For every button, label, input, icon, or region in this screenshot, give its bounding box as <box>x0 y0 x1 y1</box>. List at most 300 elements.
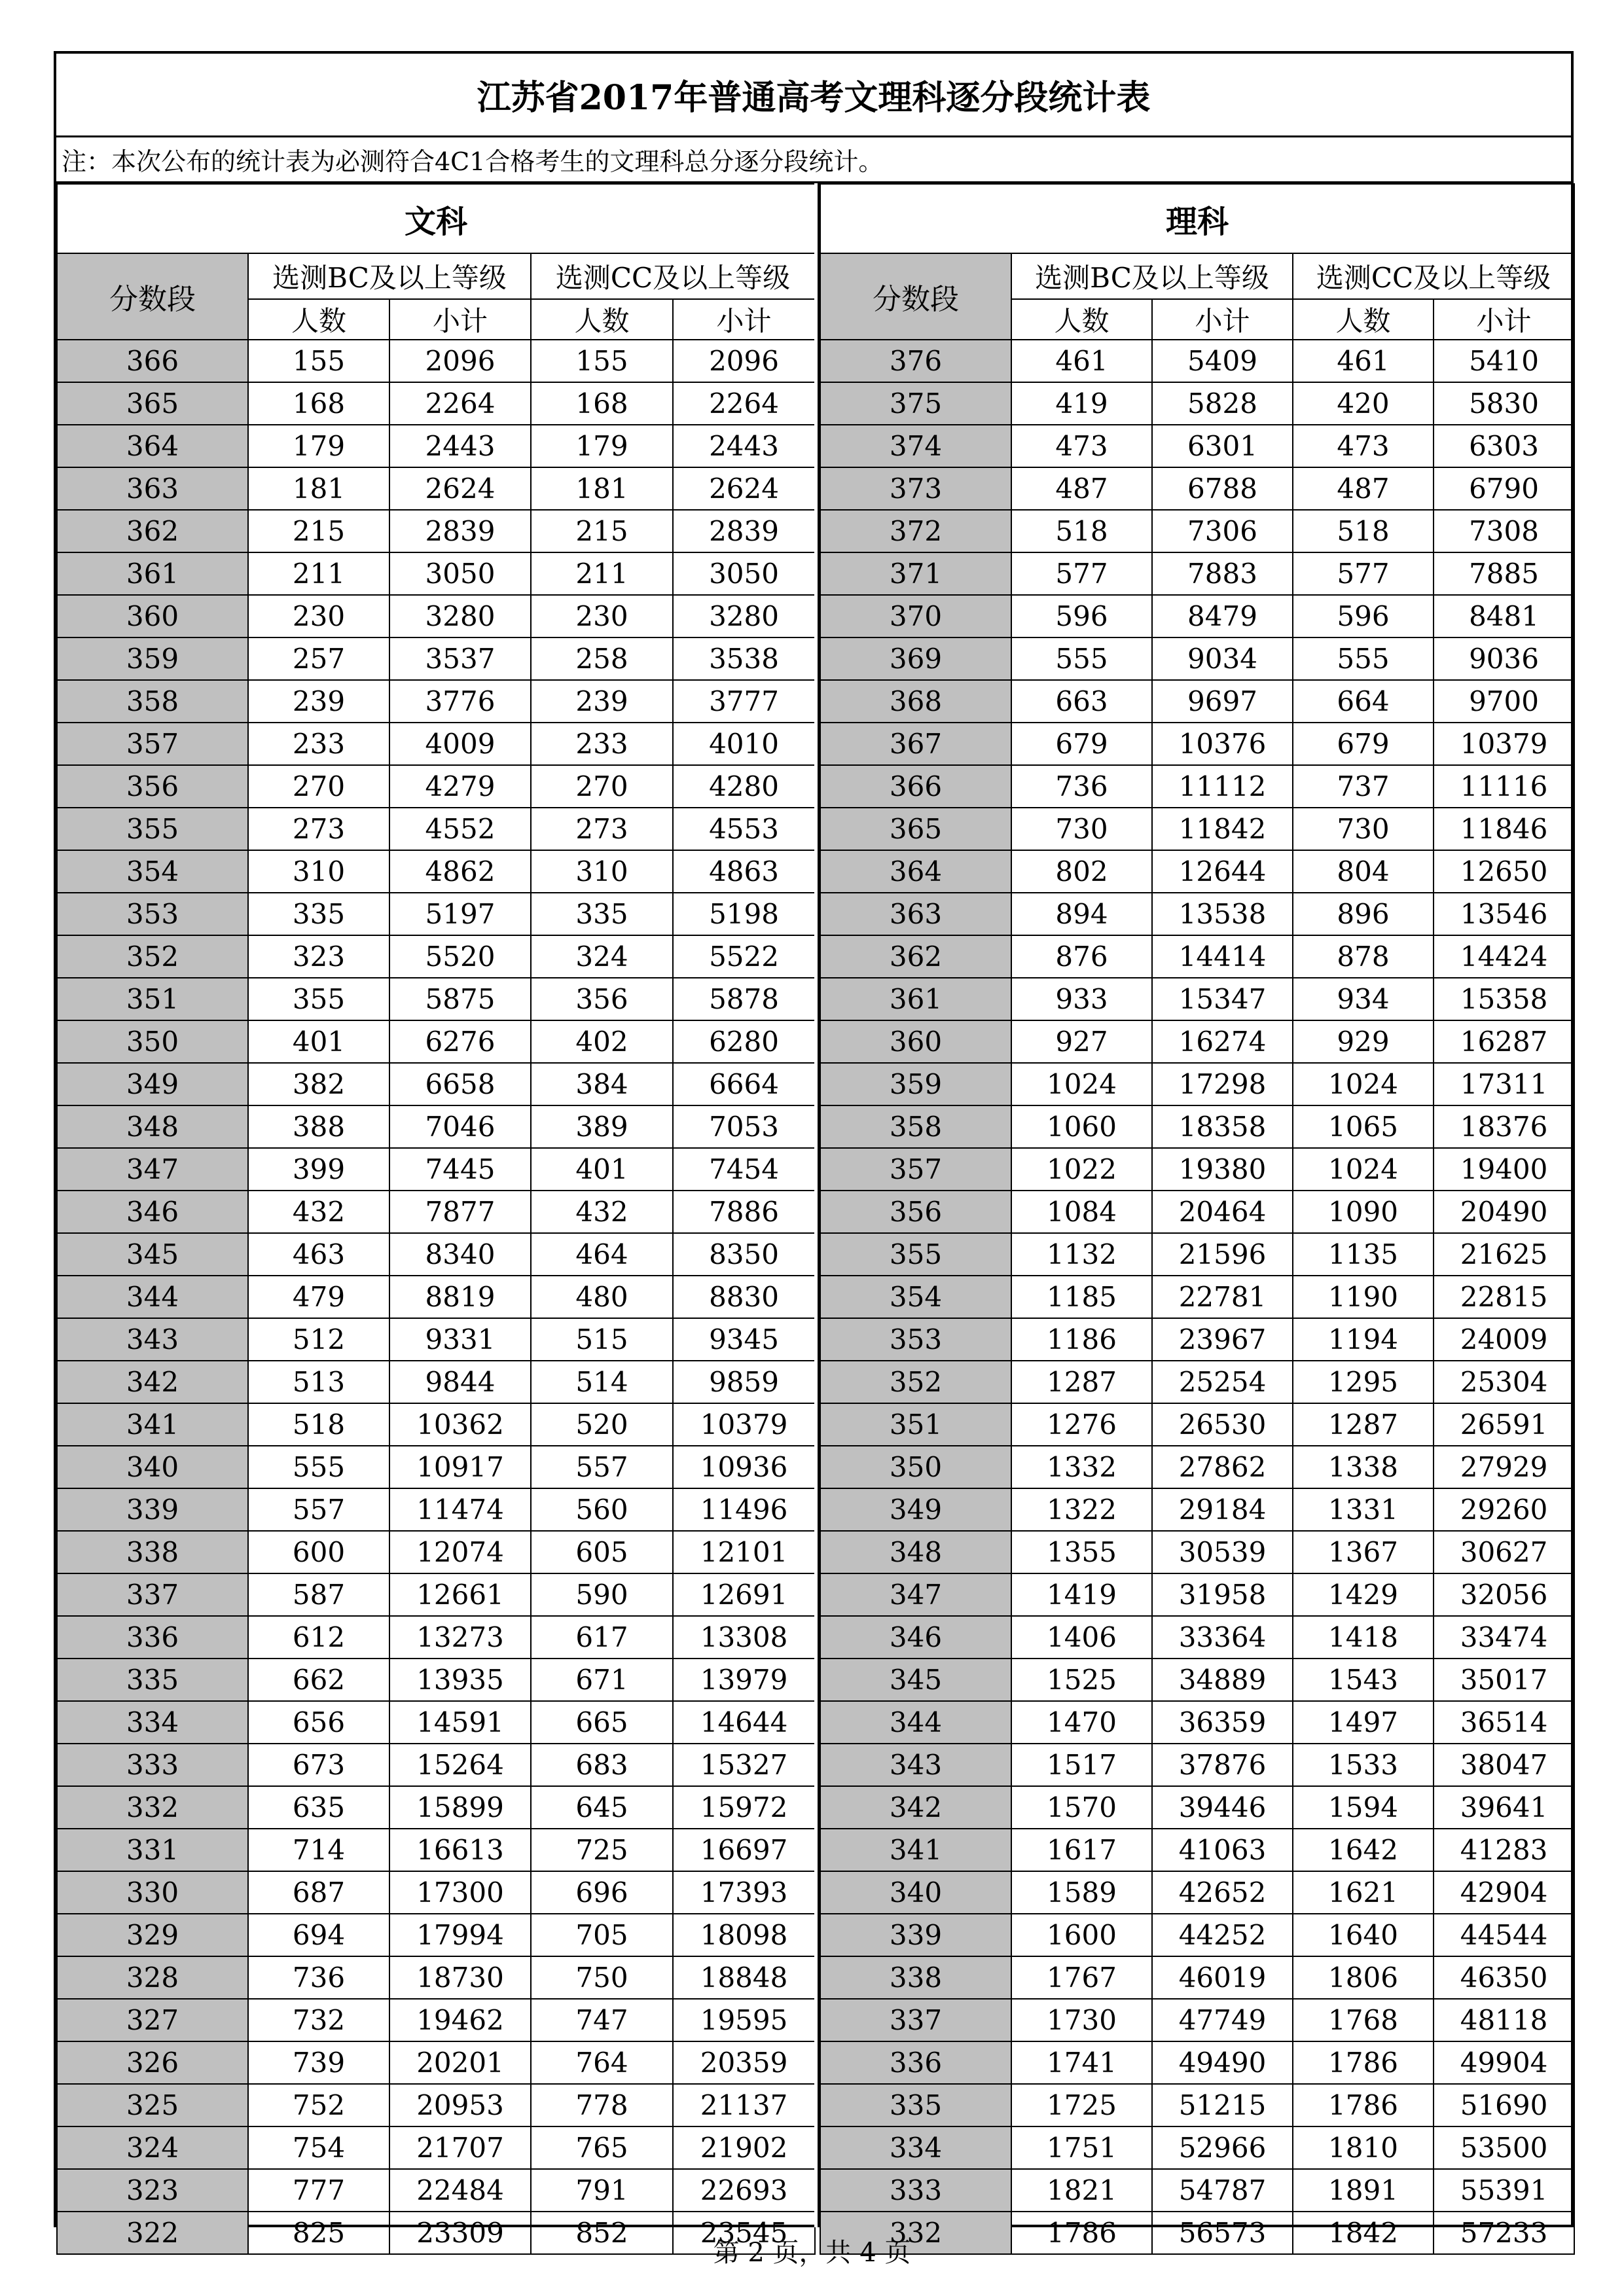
arts-g1-total-cell: 20953 <box>389 2084 531 2126</box>
arts-score-cell: 357 <box>57 723 248 765</box>
arts-g1-total-cell: 21707 <box>389 2126 531 2169</box>
science-g1-count-cell: 1084 <box>1011 1191 1152 1233</box>
science-row <box>820 2126 1574 2169</box>
arts-g1-total-cell: 10362 <box>389 1403 531 1446</box>
science-score-cell: 355 <box>820 1233 1011 1276</box>
science-g2-count-cell: 518 <box>1293 510 1434 552</box>
arts-g2-count-cell: 560 <box>531 1488 673 1531</box>
science-row <box>820 2084 1574 2126</box>
science-g2-count-cell: 1331 <box>1293 1488 1434 1531</box>
arts-row <box>57 1786 815 1829</box>
arts-g1-total-cell: 12661 <box>389 1573 531 1616</box>
science-score-cell: 340 <box>820 1871 1011 1914</box>
arts-g1-total-cell: 2839 <box>389 510 531 552</box>
arts-g2-total-cell: 9859 <box>673 1361 815 1403</box>
arts-g1-total-cell: 6276 <box>389 1020 531 1063</box>
arts-g1-count-cell: 273 <box>248 808 389 850</box>
science-score-header: 分数段 <box>820 253 1011 340</box>
arts-g2-total-cell: 5878 <box>673 978 815 1020</box>
arts-g1-total-cell: 17300 <box>389 1871 531 1914</box>
arts-group2-header: 选测CC及以上等级 <box>531 253 815 299</box>
science-row <box>820 1446 1574 1488</box>
science-group1-header: 选测BC及以上等级 <box>1011 253 1293 299</box>
science-g1-count-cell: 1725 <box>1011 2084 1152 2126</box>
science-score-cell: 345 <box>820 1659 1011 1701</box>
arts-g1-total-cell: 7877 <box>389 1191 531 1233</box>
arts-g1-total-cell: 12074 <box>389 1531 531 1573</box>
science-g1-count-cell: 577 <box>1011 552 1152 595</box>
science-g2-count-cell: 487 <box>1293 467 1434 510</box>
science-g1-count-cell: 679 <box>1011 723 1152 765</box>
arts-g1-total-cell: 7445 <box>389 1148 531 1191</box>
arts-table <box>56 183 816 2255</box>
arts-score-cell: 363 <box>57 467 248 510</box>
arts-g1-count-cell: 714 <box>248 1829 389 1871</box>
science-g2-total-cell: 16287 <box>1434 1020 1574 1063</box>
arts-g1-total-cell: 2096 <box>389 340 531 382</box>
arts-g1-total-cell: 4279 <box>389 765 531 808</box>
science-g2-total-cell: 57233 <box>1434 2212 1574 2254</box>
arts-g1-total-cell: 3537 <box>389 637 531 680</box>
arts-score-cell: 354 <box>57 850 248 893</box>
science-g1-count-cell: 1322 <box>1011 1488 1152 1531</box>
arts-g2-count-cell: 230 <box>531 595 673 637</box>
science-row <box>820 382 1574 425</box>
arts-g2-total-cell: 10379 <box>673 1403 815 1446</box>
science-g1-count-cell: 419 <box>1011 382 1152 425</box>
science-g2-count-cell: 878 <box>1293 935 1434 978</box>
arts-g1-total-cell: 22484 <box>389 2169 531 2212</box>
science-g1-count-cell: 518 <box>1011 510 1152 552</box>
science-g2-total-cell: 30627 <box>1434 1531 1574 1573</box>
science-score-cell: 366 <box>820 765 1011 808</box>
arts-g1-total-cell: 17994 <box>389 1914 531 1956</box>
science-g1-count-cell: 1517 <box>1011 1744 1152 1786</box>
arts-score-cell: 360 <box>57 595 248 637</box>
science-g1-count-cell: 736 <box>1011 765 1152 808</box>
science-row <box>820 340 1574 382</box>
science-row <box>820 1318 1574 1361</box>
arts-row <box>57 1446 815 1488</box>
arts-score-cell: 340 <box>57 1446 248 1488</box>
arts-score-cell: 323 <box>57 2169 248 2212</box>
science-row <box>820 893 1574 935</box>
science-g1-total-cell: 34889 <box>1152 1659 1293 1701</box>
science-g1-total-cell: 6788 <box>1152 467 1293 510</box>
science-g1-count-cell: 1022 <box>1011 1148 1152 1191</box>
arts-g1-count-cell: 694 <box>248 1914 389 1956</box>
science-row <box>820 723 1574 765</box>
arts-g1-total-cell: 9331 <box>389 1318 531 1361</box>
science-g2-total-cell: 24009 <box>1434 1318 1574 1361</box>
science-g2-count-cell: 461 <box>1293 340 1434 382</box>
arts-g1-count-cell: 825 <box>248 2212 389 2254</box>
arts-score-cell: 348 <box>57 1105 248 1148</box>
arts-table-body <box>57 340 815 2254</box>
arts-g2-count-cell: 389 <box>531 1105 673 1148</box>
science-g2-total-cell: 6303 <box>1434 425 1574 467</box>
arts-score-cell: 326 <box>57 2041 248 2084</box>
arts-g1-count-cell: 513 <box>248 1361 389 1403</box>
arts-g2-count-cell: 432 <box>531 1191 673 1233</box>
page-footer: 第 2 页，共 4 页 <box>713 2238 911 2268</box>
arts-row <box>57 552 815 595</box>
arts-score-cell: 342 <box>57 1361 248 1403</box>
science-score-cell: 341 <box>820 1829 1011 1871</box>
arts-g2-count-header: 人数 <box>531 299 673 340</box>
science-g2-total-cell: 5410 <box>1434 340 1574 382</box>
science-row <box>820 680 1574 723</box>
science-table-body <box>820 340 1574 2254</box>
arts-g2-total-cell: 21137 <box>673 2084 815 2126</box>
science-score-cell: 369 <box>820 637 1011 680</box>
science-g1-total-cell: 10376 <box>1152 723 1293 765</box>
arts-g2-total-cell: 8830 <box>673 1276 815 1318</box>
arts-g1-total-cell: 13935 <box>389 1659 531 1701</box>
arts-g1-total-cell: 3050 <box>389 552 531 595</box>
science-g1-count-cell: 1589 <box>1011 1871 1152 1914</box>
arts-g2-total-cell: 7053 <box>673 1105 815 1148</box>
science-g2-count-cell: 1842 <box>1293 2212 1434 2254</box>
arts-g1-total-cell: 5875 <box>389 978 531 1020</box>
arts-row <box>57 1105 815 1148</box>
science-g2-total-cell: 53500 <box>1434 2126 1574 2169</box>
arts-score-cell: 355 <box>57 808 248 850</box>
arts-g2-count-cell: 233 <box>531 723 673 765</box>
science-g2-total-cell: 7308 <box>1434 510 1574 552</box>
arts-g2-count-cell: 557 <box>531 1446 673 1488</box>
arts-g2-count-cell: 480 <box>531 1276 673 1318</box>
arts-row <box>57 1361 815 1403</box>
science-g2-total-cell: 36514 <box>1434 1701 1574 1744</box>
arts-row <box>57 1148 815 1191</box>
arts-g2-total-cell: 20359 <box>673 2041 815 2084</box>
science-g2-total-cell: 32056 <box>1434 1573 1574 1616</box>
arts-g1-total-cell: 23309 <box>389 2212 531 2254</box>
science-row <box>820 425 1574 467</box>
science-g1-total-cell: 12644 <box>1152 850 1293 893</box>
arts-g1-total-cell: 15899 <box>389 1786 531 1829</box>
arts-g2-count-cell: 402 <box>531 1020 673 1063</box>
arts-row <box>57 680 815 723</box>
science-g2-total-cell: 44544 <box>1434 1914 1574 1956</box>
science-g1-total-cell: 11112 <box>1152 765 1293 808</box>
science-score-cell: 360 <box>820 1020 1011 1063</box>
arts-row <box>57 850 815 893</box>
science-table <box>820 183 1575 2255</box>
arts-g1-total-cell: 5520 <box>389 935 531 978</box>
arts-g2-count-cell: 778 <box>531 2084 673 2126</box>
arts-g1-total-cell: 9844 <box>389 1361 531 1403</box>
arts-g1-count-cell: 270 <box>248 765 389 808</box>
arts-g2-total-cell: 5522 <box>673 935 815 978</box>
science-g1-total-cell: 37876 <box>1152 1744 1293 1786</box>
science-g2-count-cell: 420 <box>1293 382 1434 425</box>
arts-g2-total-cell: 21902 <box>673 2126 815 2169</box>
arts-g2-count-cell: 747 <box>531 1999 673 2041</box>
science-score-cell: 349 <box>820 1488 1011 1531</box>
arts-g1-count-cell: 323 <box>248 935 389 978</box>
arts-row <box>57 1701 815 1744</box>
science-g2-count-cell: 1295 <box>1293 1361 1434 1403</box>
arts-score-cell: 324 <box>57 2126 248 2169</box>
arts-g2-total-cell: 18098 <box>673 1914 815 1956</box>
arts-g2-count-cell: 168 <box>531 382 673 425</box>
arts-g1-count-cell: 479 <box>248 1276 389 1318</box>
science-g1-count-header: 人数 <box>1011 299 1152 340</box>
science-g1-total-cell: 30539 <box>1152 1531 1293 1573</box>
science-row <box>820 1659 1574 1701</box>
arts-g1-total-cell: 11474 <box>389 1488 531 1531</box>
science-g1-count-cell: 1355 <box>1011 1531 1152 1573</box>
science-g2-total-header: 小计 <box>1434 299 1574 340</box>
arts-g1-count-cell: 355 <box>248 978 389 1020</box>
arts-g2-count-cell: 401 <box>531 1148 673 1191</box>
science-g2-total-cell: 27929 <box>1434 1446 1574 1488</box>
science-g2-count-cell: 1594 <box>1293 1786 1434 1829</box>
arts-row <box>57 808 815 850</box>
science-g1-total-cell: 15347 <box>1152 978 1293 1020</box>
arts-g2-total-cell: 4280 <box>673 765 815 808</box>
science-g1-count-cell: 1730 <box>1011 1999 1152 2041</box>
science-g1-count-cell: 1406 <box>1011 1616 1152 1659</box>
arts-g1-count-cell: 335 <box>248 893 389 935</box>
science-g1-total-cell: 39446 <box>1152 1786 1293 1829</box>
science-g1-total-cell: 20464 <box>1152 1191 1293 1233</box>
science-g1-count-cell: 1332 <box>1011 1446 1152 1488</box>
arts-g2-total-cell: 6280 <box>673 1020 815 1063</box>
science-g2-count-cell: 1533 <box>1293 1744 1434 1786</box>
science-g2-count-cell: 1287 <box>1293 1403 1434 1446</box>
arts-row <box>57 467 815 510</box>
science-g2-count-cell: 804 <box>1293 850 1434 893</box>
arts-g1-count-cell: 600 <box>248 1531 389 1573</box>
science-g1-total-cell: 21596 <box>1152 1233 1293 1276</box>
arts-row <box>57 1871 815 1914</box>
arts-row <box>57 1403 815 1446</box>
science-g2-count-cell: 1024 <box>1293 1148 1434 1191</box>
arts-g2-total-cell: 7454 <box>673 1148 815 1191</box>
science-g1-total-cell: 44252 <box>1152 1914 1293 1956</box>
science-g2-count-cell: 1065 <box>1293 1105 1434 1148</box>
arts-g1-total-cell: 2443 <box>389 425 531 467</box>
science-g1-total-cell: 5409 <box>1152 340 1293 382</box>
science-score-cell: 352 <box>820 1361 1011 1403</box>
arts-g1-total-cell: 3280 <box>389 595 531 637</box>
science-score-cell: 375 <box>820 382 1011 425</box>
arts-g1-total-cell: 13273 <box>389 1616 531 1659</box>
arts-g1-total-cell: 5197 <box>389 893 531 935</box>
arts-row <box>57 1063 815 1105</box>
arts-g2-total-cell: 18848 <box>673 1956 815 1999</box>
science-score-cell: 335 <box>820 2084 1011 2126</box>
arts-row <box>57 637 815 680</box>
science-g2-total-cell: 19400 <box>1434 1148 1574 1191</box>
arts-g1-total-cell: 10917 <box>389 1446 531 1488</box>
arts-score-cell: 339 <box>57 1488 248 1531</box>
arts-row <box>57 1233 815 1276</box>
science-g1-total-cell: 56573 <box>1152 2212 1293 2254</box>
arts-g2-total-cell: 15327 <box>673 1744 815 1786</box>
arts-g1-total-cell: 2624 <box>389 467 531 510</box>
science-score-cell: 356 <box>820 1191 1011 1233</box>
arts-g1-total-cell: 15264 <box>389 1744 531 1786</box>
science-row <box>820 935 1574 978</box>
arts-g2-total-cell: 3777 <box>673 680 815 723</box>
arts-row <box>57 1914 815 1956</box>
science-g1-total-cell: 42652 <box>1152 1871 1293 1914</box>
science-g2-count-cell: 1786 <box>1293 2084 1434 2126</box>
arts-g1-count-cell: 215 <box>248 510 389 552</box>
arts-g1-count-cell: 179 <box>248 425 389 467</box>
science-row <box>820 510 1574 552</box>
science-g1-count-cell: 1185 <box>1011 1276 1152 1318</box>
science-score-cell: 342 <box>820 1786 1011 1829</box>
science-score-cell: 334 <box>820 2126 1011 2169</box>
arts-g2-total-cell: 19595 <box>673 1999 815 2041</box>
science-g2-count-cell: 1429 <box>1293 1573 1434 1616</box>
science-g2-total-cell: 10379 <box>1434 723 1574 765</box>
arts-g2-count-cell: 179 <box>531 425 673 467</box>
science-g2-count-cell: 896 <box>1293 893 1434 935</box>
science-score-cell: 346 <box>820 1616 1011 1659</box>
arts-score-cell: 359 <box>57 637 248 680</box>
science-row <box>820 1105 1574 1148</box>
science-g1-total-cell: 54787 <box>1152 2169 1293 2212</box>
science-g2-total-cell: 13546 <box>1434 893 1574 935</box>
arts-panel <box>56 183 814 2249</box>
science-g2-total-cell: 18376 <box>1434 1105 1574 1148</box>
arts-g2-count-cell: 211 <box>531 552 673 595</box>
arts-g2-total-cell: 22693 <box>673 2169 815 2212</box>
arts-g2-count-cell: 515 <box>531 1318 673 1361</box>
science-row <box>820 552 1574 595</box>
arts-score-cell: 365 <box>57 382 248 425</box>
arts-g2-total-cell: 13979 <box>673 1659 815 1701</box>
arts-row <box>57 595 815 637</box>
arts-score-cell: 345 <box>57 1233 248 1276</box>
arts-row <box>57 1829 815 1871</box>
arts-row <box>57 1744 815 1786</box>
arts-g1-total-cell: 18730 <box>389 1956 531 1999</box>
science-score-cell: 354 <box>820 1276 1011 1318</box>
arts-g2-total-cell: 12101 <box>673 1531 815 1573</box>
science-g1-total-cell: 27862 <box>1152 1446 1293 1488</box>
arts-score-cell: 331 <box>57 1829 248 1871</box>
arts-g1-total-cell: 2264 <box>389 382 531 425</box>
arts-g2-count-cell: 181 <box>531 467 673 510</box>
science-g1-total-cell: 6301 <box>1152 425 1293 467</box>
arts-g1-count-cell: 382 <box>248 1063 389 1105</box>
arts-g1-total-cell: 4862 <box>389 850 531 893</box>
arts-g1-count-cell: 736 <box>248 1956 389 1999</box>
science-g2-count-cell: 1891 <box>1293 2169 1434 2212</box>
arts-g1-count-cell: 555 <box>248 1446 389 1488</box>
arts-g2-count-cell: 705 <box>531 1914 673 1956</box>
science-g1-count-cell: 663 <box>1011 680 1152 723</box>
science-g1-total-cell: 25254 <box>1152 1361 1293 1403</box>
science-g2-total-cell: 17311 <box>1434 1063 1574 1105</box>
science-g1-count-cell: 1419 <box>1011 1573 1152 1616</box>
science-row <box>820 1914 1574 1956</box>
arts-score-cell: 325 <box>57 2084 248 2126</box>
science-score-cell: 344 <box>820 1701 1011 1744</box>
arts-row <box>57 1318 815 1361</box>
arts-g1-count-cell: 233 <box>248 723 389 765</box>
science-g1-count-cell: 730 <box>1011 808 1152 850</box>
arts-row <box>57 1531 815 1573</box>
arts-g1-total-header: 小计 <box>389 299 531 340</box>
science-score-cell: 336 <box>820 2041 1011 2084</box>
science-g2-total-cell: 51690 <box>1434 2084 1574 2126</box>
science-score-cell: 351 <box>820 1403 1011 1446</box>
science-row <box>820 1361 1574 1403</box>
arts-row <box>57 2041 815 2084</box>
science-g2-count-cell: 1367 <box>1293 1531 1434 1573</box>
science-g1-count-cell: 1470 <box>1011 1701 1152 1744</box>
science-g2-total-cell: 14424 <box>1434 935 1574 978</box>
science-score-cell: 333 <box>820 2169 1011 2212</box>
science-g1-total-cell: 16274 <box>1152 1020 1293 1063</box>
science-g2-total-cell: 5830 <box>1434 382 1574 425</box>
arts-score-cell: 336 <box>57 1616 248 1659</box>
science-g1-total-cell: 41063 <box>1152 1829 1293 1871</box>
science-score-cell: 364 <box>820 850 1011 893</box>
arts-g2-total-cell: 10936 <box>673 1446 815 1488</box>
science-g1-total-cell: 52966 <box>1152 2126 1293 2169</box>
science-row <box>820 1573 1574 1616</box>
science-g2-total-cell: 25304 <box>1434 1361 1574 1403</box>
science-g2-count-cell: 555 <box>1293 637 1434 680</box>
science-g2-count-cell: 1190 <box>1293 1276 1434 1318</box>
arts-score-cell: 341 <box>57 1403 248 1446</box>
arts-g1-count-cell: 612 <box>248 1616 389 1659</box>
science-g2-total-cell: 29260 <box>1434 1488 1574 1531</box>
arts-score-cell: 327 <box>57 1999 248 2041</box>
science-g2-count-cell: 929 <box>1293 1020 1434 1063</box>
arts-score-cell: 334 <box>57 1701 248 1744</box>
science-g2-count-cell: 679 <box>1293 723 1434 765</box>
arts-row <box>57 1956 815 1999</box>
arts-g2-count-cell: 239 <box>531 680 673 723</box>
science-score-cell: 373 <box>820 467 1011 510</box>
science-row <box>820 1488 1574 1531</box>
science-score-cell: 376 <box>820 340 1011 382</box>
science-g1-count-cell: 461 <box>1011 340 1152 382</box>
science-g2-total-cell: 20490 <box>1434 1191 1574 1233</box>
arts-g2-total-cell: 8350 <box>673 1233 815 1276</box>
science-g2-total-cell: 8481 <box>1434 595 1574 637</box>
science-g1-total-cell: 11842 <box>1152 808 1293 850</box>
arts-g2-total-cell: 5198 <box>673 893 815 935</box>
science-score-cell: 337 <box>820 1999 1011 2041</box>
arts-g1-count-cell: 754 <box>248 2126 389 2169</box>
arts-g2-count-cell: 324 <box>531 935 673 978</box>
arts-score-cell: 338 <box>57 1531 248 1573</box>
arts-group1-header: 选测BC及以上等级 <box>248 253 531 299</box>
arts-row <box>57 935 815 978</box>
science-score-cell: 359 <box>820 1063 1011 1105</box>
arts-g1-count-cell: 388 <box>248 1105 389 1148</box>
science-g1-total-cell: 47749 <box>1152 1999 1293 2041</box>
science-g1-total-cell: 7883 <box>1152 552 1293 595</box>
arts-g2-count-cell: 384 <box>531 1063 673 1105</box>
science-row <box>820 637 1574 680</box>
arts-g2-count-cell: 215 <box>531 510 673 552</box>
science-row <box>820 765 1574 808</box>
science-g1-total-cell: 33364 <box>1152 1616 1293 1659</box>
arts-g1-count-cell: 399 <box>248 1148 389 1191</box>
